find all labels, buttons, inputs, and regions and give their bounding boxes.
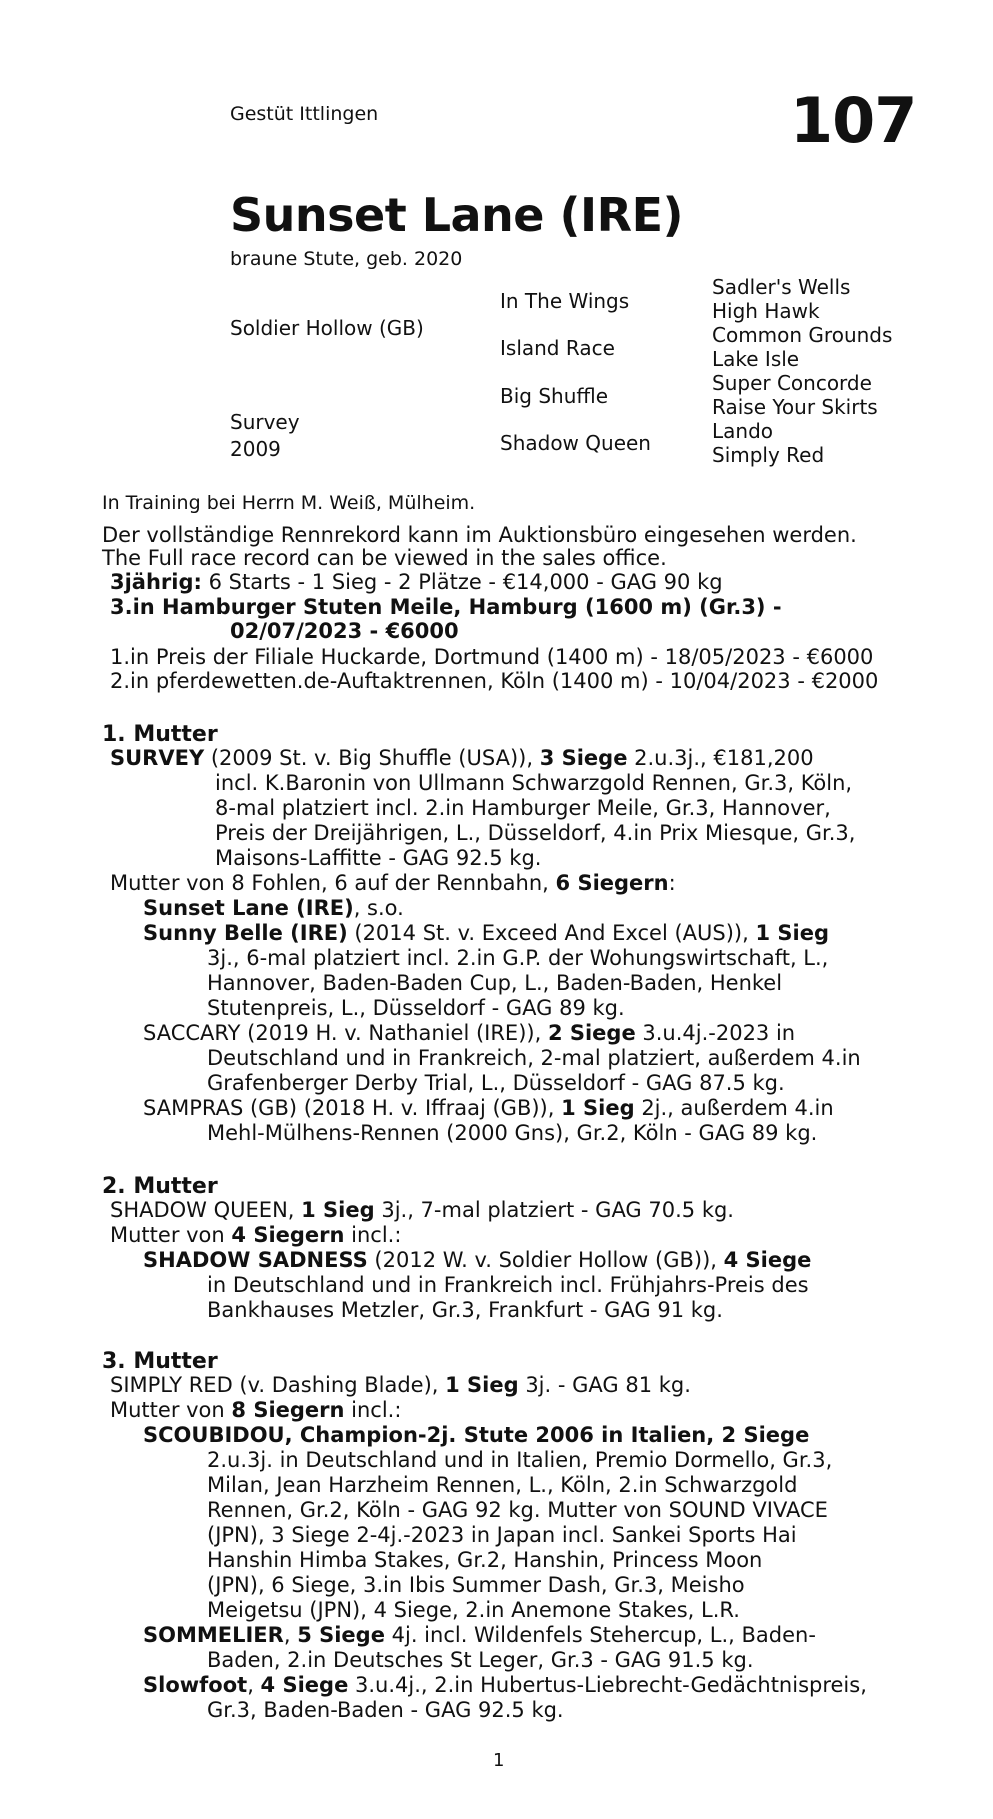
text: SOMMELIER — [143, 1623, 284, 1647]
text: SHADOW QUEEN, — [110, 1198, 302, 1222]
text: Mutter von 8 Fohlen, 6 auf der Rennbahn, — [110, 871, 556, 895]
section-heading-second-dam: 2. Mutter — [102, 1174, 218, 1199]
sunny-belle-details — [207, 946, 895, 1021]
detail-line: Meigetsu (JPN), 4 Siege, 2.in Anemone Stakes, L.R. — [207, 1598, 740, 1622]
text: Mutter von — [110, 1223, 232, 1247]
text: incl.: — [344, 1398, 402, 1422]
detail-line: incl. K.Baronin von Ullmann Schwarzgold Rennen, Gr.3, Köln, — [215, 771, 853, 795]
lot-number: 107 — [790, 84, 917, 157]
text: 3.u.4j.-2023 in — [635, 1021, 796, 1045]
produce-sampras — [143, 1096, 834, 1120]
produce-scoubidou: SCOUBIDOU, Champion-2j. Stute 2006 in Italien, 2 Siege — [143, 1423, 810, 1447]
first-dam-details — [215, 771, 895, 871]
second-dam-produce — [110, 1223, 401, 1247]
pedigree-grandparent: Simply Red — [712, 443, 825, 467]
text: 3.u.4j., 2.in Hubertus-Liebrecht-Gedächtnispreis, — [348, 1673, 867, 1697]
race-record-best-1: 3.in Hamburger Stuten Meile, Hamburg (1600 m) (Gr.3) - — [110, 595, 782, 619]
text: 3j., 7-mal platziert - GAG 70.5 kg. — [374, 1198, 734, 1222]
record-note-en: The Full race record can be viewed in the sales office. — [102, 546, 667, 570]
text: , — [283, 1623, 298, 1647]
text: 4 Siege — [723, 1248, 812, 1272]
text: (2014 St. v. Exceed And Excel (AUS)), — [347, 921, 756, 945]
text: Sunset Lane (IRE) — [143, 896, 354, 920]
pedigree-grandparent: Sadler's Wells — [712, 275, 851, 299]
text: , s.o. — [353, 896, 404, 920]
text: incl.: — [344, 1223, 402, 1247]
text: Sunny Belle (IRE) — [143, 921, 348, 945]
text: 5 Siege — [297, 1623, 385, 1647]
text: 1 Sieg — [445, 1373, 519, 1397]
text: 3j. - GAG 81 kg. — [518, 1373, 691, 1397]
third-dam-produce — [110, 1398, 401, 1422]
text: , — [247, 1673, 261, 1697]
pedigree-sire-sire: In The Wings — [500, 289, 630, 313]
pedigree-grandparent: Super Concorde — [712, 371, 872, 395]
race-record-age: 3jährig: — [110, 570, 202, 594]
first-dam-line — [110, 746, 814, 770]
detail-line: Preis der Dreijährigen, L., Düsseldorf, 4.in Prix Miesque, Gr.3, — [215, 821, 856, 845]
detail-line: Hannover, Baden-Baden Cup, L., Baden-Baden, Henkel — [207, 971, 783, 995]
race-result: 1.in Preis der Filiale Huckarde, Dortmund (1400 m) - 18/05/2023 - €6000 — [110, 645, 874, 669]
text: SHADOW SADNESS — [143, 1248, 368, 1272]
text: SACCARY (2019 H. v. Nathaniel (IRE)), — [143, 1021, 548, 1045]
first-dam-name: SURVEY — [110, 746, 205, 770]
produce-saccary — [143, 1021, 795, 1045]
first-dam-produce — [110, 871, 676, 895]
detail-line: Grafenberger Derby Trial, L., Düsseldorf - GAG 87.5 kg. — [207, 1071, 785, 1095]
detail-line: 2.u.3j. in Deutschland und in Italien, Premio Dormello, Gr.3, — [207, 1448, 833, 1472]
text: (2009 St. v. Big Shuffle (USA)), — [204, 746, 540, 770]
text: 2.u.3j., €181,200 — [627, 746, 814, 770]
text: Mutter von — [110, 1398, 232, 1422]
detail-line: Rennen, Gr.2, Köln - GAG 92 kg. Mutter von SOUND VIVACE — [207, 1498, 828, 1522]
pedigree-dam-sire: Big Shuffle — [500, 384, 609, 408]
race-record-summary — [110, 570, 723, 594]
detail-line: Hanshin Himba Stakes, Gr.2, Hanshin, Princess Moon — [207, 1548, 763, 1572]
wins: 3 Siege — [539, 746, 628, 770]
second-dam-line — [110, 1198, 734, 1222]
page-number: 1 — [493, 1750, 505, 1771]
horse-description: braune Stute, geb. 2020 — [230, 248, 463, 270]
produce-shadow-sadness — [143, 1248, 811, 1272]
shadow-sadness-details — [207, 1273, 895, 1323]
text: Slowfoot — [143, 1673, 248, 1697]
pedigree-sire-dam: Island Race — [500, 336, 615, 360]
text: 2j., außerdem 4.in — [634, 1096, 834, 1120]
text: 6 Siegern — [555, 871, 669, 895]
detail-line: in Deutschland und in Frankreich incl. Frühjahrs-Preis des — [207, 1273, 809, 1297]
detail-line: Deutschland und in Frankreich, 2-mal platziert, außerdem 4.in — [207, 1046, 861, 1070]
pedigree-dam: Survey — [230, 410, 300, 434]
pedigree-grandparent: Lando — [712, 419, 774, 443]
text: 1 Sieg — [561, 1096, 635, 1120]
pedigree-dam-year: 2009 — [230, 437, 281, 461]
produce-sunset-lane — [143, 896, 404, 920]
scoubidou-details — [207, 1448, 895, 1623]
detail-line: (JPN), 3 Siege 2-4j.-2023 in Japan incl. Sankei Sports Hai — [207, 1523, 797, 1547]
text: 8 Siegern — [231, 1398, 345, 1422]
text: : — [668, 871, 676, 895]
section-heading-third-dam: 3. Mutter — [102, 1349, 218, 1374]
produce-sommelier — [143, 1623, 816, 1647]
produce-slowfoot — [143, 1673, 867, 1697]
slowfoot-details: Gr.3, Baden-Baden - GAG 92.5 kg. — [207, 1698, 564, 1722]
detail-line: Milan, Jean Harzheim Rennen, L., Köln, 2.in Schwarzgold — [207, 1473, 798, 1497]
detail-line: 3j., 6-mal platziert incl. 2.in G.P. der Wohungswirtschaft, L., — [207, 946, 829, 970]
text: SIMPLY RED (v. Dashing Blade), — [110, 1373, 446, 1397]
detail-line: 8-mal platziert incl. 2.in Hamburger Meile, Gr.3, Hannover, — [215, 796, 831, 820]
detail-line: Stutenpreis, L., Düsseldorf - GAG 89 kg. — [207, 996, 625, 1020]
detail-line: Maisons-Laffitte - GAG 92.5 kg. — [215, 846, 542, 870]
text: 1 Sieg — [301, 1198, 375, 1222]
detail-line: Bankhauses Metzler, Gr.3, Frankfurt - GAG 91 kg. — [207, 1298, 723, 1322]
record-note-de: Der vollständige Rennrekord kann im Auktionsbüro eingesehen werden. — [102, 523, 857, 547]
horse-name: Sunset Lane (IRE) — [230, 188, 684, 242]
text: SAMPRAS (GB) (2018 H. v. Iffraaj (GB)), — [143, 1096, 562, 1120]
pedigree-grandparent: Common Grounds — [712, 323, 893, 347]
pedigree-dam-dam: Shadow Queen — [500, 431, 651, 455]
third-dam-line — [110, 1373, 691, 1397]
sommelier-details: Baden, 2.in Deutsches St Leger, Gr.3 - GAG 91.5 kg. — [207, 1648, 754, 1672]
text: 2 Siege — [547, 1021, 636, 1045]
race-result: 2.in pferdewetten.de-Auftaktrennen, Köln (1400 m) - 10/04/2023 - €2000 — [110, 669, 879, 693]
text: (2012 W. v. Soldier Hollow (GB)), — [367, 1248, 724, 1272]
section-heading-first-dam: 1. Mutter — [102, 722, 218, 747]
text: 4j. incl. Wildenfels Stehercup, L., Baden- — [384, 1623, 816, 1647]
consignor-name: Gestüt Ittlingen — [230, 103, 379, 125]
detail-line: (JPN), 6 Siege, 3.in Ibis Summer Dash, Gr.3, Meisho — [207, 1573, 745, 1597]
pedigree-grandparent: Raise Your Skirts — [712, 395, 878, 419]
pedigree-sire: Soldier Hollow (GB) — [230, 316, 424, 340]
text: 4 Siegern — [231, 1223, 345, 1247]
produce-sunny-belle — [143, 921, 829, 945]
text: 4 Siege — [260, 1673, 349, 1697]
race-record-stats: 6 Starts - 1 Sieg - 2 Plätze - €14,000 - GAG 90 kg — [201, 570, 723, 594]
training-info: In Training bei Herrn M. Weiß, Mülheim. — [102, 492, 476, 514]
pedigree-grandparent: High Hawk — [712, 299, 820, 323]
text: 1 Sieg — [755, 921, 829, 945]
pedigree-grandparent: Lake Isle — [712, 347, 800, 371]
sampras-details: Mehl-Mülhens-Rennen (2000 Gns), Gr.2, Köln - GAG 89 kg. — [207, 1121, 818, 1145]
saccary-details — [207, 1046, 895, 1096]
race-record-best-2: 02/07/2023 - €6000 — [230, 619, 459, 643]
